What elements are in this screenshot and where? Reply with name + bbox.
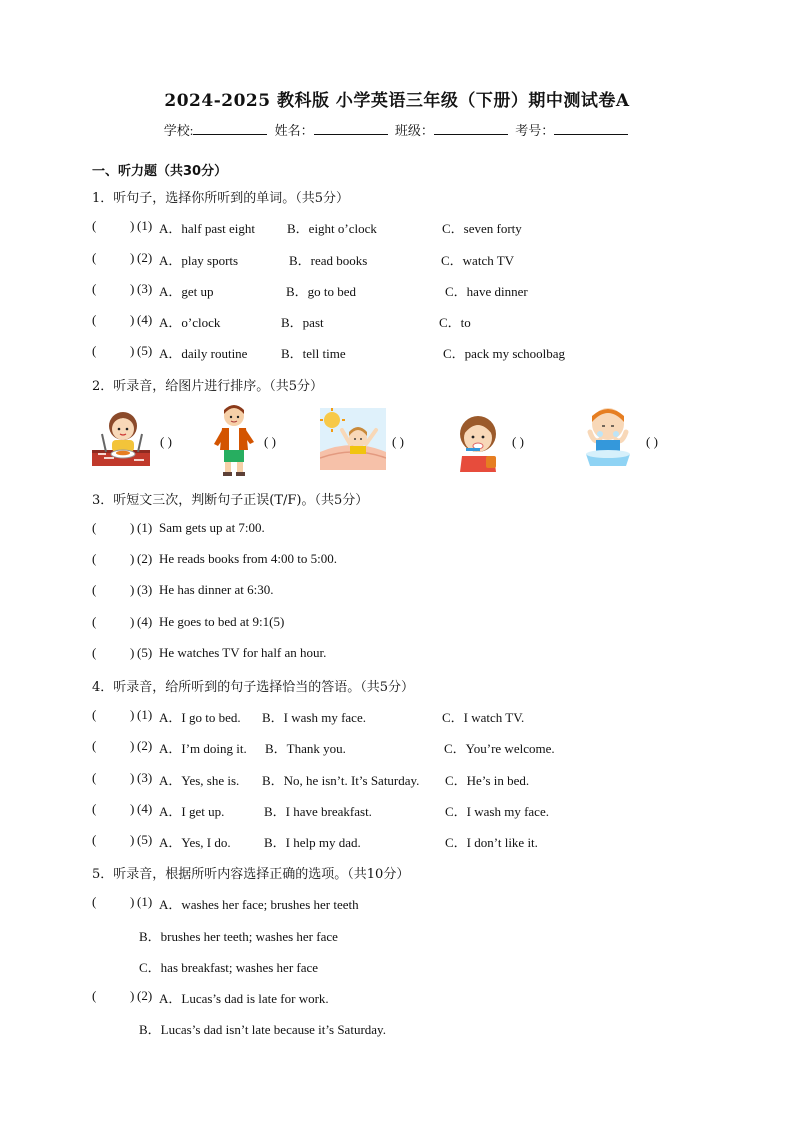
answer-paren-close: ) — [130, 707, 135, 722]
question-4-heading: 4．听录音，给所听到的句子选择恰当的答语。（共5分） — [92, 680, 415, 695]
q5-item-2 — [92, 988, 732, 1006]
option-b: B．I help my dad. — [264, 835, 361, 850]
name-label: 姓名： — [274, 123, 314, 138]
answer-paren-open[interactable]: ( — [92, 801, 97, 816]
option-c: C．I don’t like it. — [445, 835, 538, 850]
q3-item-5 — [92, 645, 732, 663]
answer-paren-open[interactable]: ( — [92, 250, 97, 265]
option-c: C．pack my schoolbag — [443, 346, 566, 361]
option-a: A．Lucas’s dad is late for work. — [159, 991, 329, 1006]
q4-item-5 — [92, 832, 732, 850]
statement-text: He watches TV for half an hour. — [159, 645, 327, 660]
answer-paren-close: ) — [130, 250, 135, 265]
answer-paren-open[interactable]: ( — [92, 582, 97, 597]
statement-text: He reads books from 4:00 to 5:00. — [159, 551, 338, 566]
page-title: 2024-2025 教科版 小学英语三年级（下册）期中测试卷A — [164, 91, 630, 111]
item-number: (4) — [137, 614, 153, 629]
answer-paren-close: ) — [130, 582, 135, 597]
q5-item-1-option-c: C．has breakfast; washes her face — [139, 960, 319, 975]
answer-paren[interactable]: ( ) — [646, 434, 658, 449]
question-1-heading: 1．听句子，选择你所听到的单词。（共5分） — [92, 191, 350, 206]
q3-item-2 — [92, 551, 732, 569]
answer-paren-open[interactable]: ( — [92, 894, 97, 909]
answer-paren-close: ) — [130, 520, 135, 535]
answer-paren-close: ) — [130, 801, 135, 816]
answer-paren-open[interactable]: ( — [92, 645, 97, 660]
item-number: (2) — [137, 738, 153, 753]
answer-paren-open[interactable]: ( — [92, 343, 97, 358]
answer-paren-open[interactable]: ( — [92, 770, 97, 785]
option-b: B．eight o’clock — [287, 221, 377, 236]
girl-waking-up-icon — [320, 408, 386, 470]
item-number: (5) — [137, 645, 153, 660]
statement-text: He has dinner at 6:30. — [159, 582, 274, 597]
q1-item-4 — [92, 312, 732, 330]
item-number: (2) — [137, 250, 153, 265]
question-3-heading: 3．听短文三次，判断句子正误(T/F)。（共5分） — [92, 493, 369, 508]
answer-paren-open[interactable]: ( — [92, 312, 97, 327]
answer-paren-close: ) — [130, 738, 135, 753]
answer-paren-close: ) — [130, 281, 135, 296]
option-b: B．past — [281, 315, 324, 330]
class-label: 班级： — [394, 123, 434, 138]
option-c: C．You’re welcome. — [444, 741, 555, 756]
q1-item-3 — [92, 281, 732, 299]
item-number: (3) — [137, 582, 153, 597]
q1-item-5 — [92, 343, 732, 361]
answer-paren-open[interactable]: ( — [92, 988, 97, 1003]
boy-washing-face-icon — [582, 404, 634, 472]
name-blank[interactable] — [314, 122, 388, 135]
answer-paren-open[interactable]: ( — [92, 520, 97, 535]
q5-item-2-option-b: B．Lucas’s dad isn’t late because it’s Saturday. — [139, 1022, 386, 1037]
q4-item-1 — [92, 707, 732, 725]
option-c: C．I wash my face. — [445, 804, 549, 819]
option-b: B．go to bed — [286, 284, 357, 299]
answer-paren-open[interactable]: ( — [92, 218, 97, 233]
answer-paren-open[interactable]: ( — [92, 614, 97, 629]
option-c: C．He’s in bed. — [445, 773, 530, 788]
option-c: C．watch TV — [441, 253, 515, 268]
option-b: B．read books — [289, 253, 368, 268]
section-listening-heading: 一、听力题（共30分） — [92, 164, 228, 179]
answer-paren-close: ) — [130, 551, 135, 566]
option-b: B．tell time — [281, 346, 346, 361]
q4-item-2 — [92, 738, 732, 756]
exam-no-label: 考号： — [515, 123, 555, 138]
option-c: C．to — [439, 315, 471, 330]
school-label: 学校: — [163, 123, 194, 138]
option-a: A．get up — [159, 284, 214, 299]
girl-brushing-teeth-icon — [454, 408, 502, 472]
answer-paren-close: ) — [130, 894, 135, 909]
option-a: A．I’m doing it. — [159, 741, 247, 756]
answer-paren-open[interactable]: ( — [92, 551, 97, 566]
option-b: B．No, he isn’t. It’s Saturday. — [262, 773, 420, 788]
option-a: A．half past eight — [159, 221, 256, 236]
option-a: A．Yes, I do. — [159, 835, 231, 850]
q1-item-2 — [92, 250, 732, 268]
item-number: (5) — [137, 832, 153, 847]
option-a: A．play sports — [159, 253, 239, 268]
q3-item-1 — [92, 520, 732, 538]
answer-paren-close: ) — [130, 218, 135, 233]
item-number: (4) — [137, 801, 153, 816]
option-a: A．daily routine — [159, 346, 248, 361]
statement-text: Sam gets up at 7:00. — [159, 520, 265, 535]
answer-paren-close: ) — [130, 312, 135, 327]
item-number: (5) — [137, 343, 153, 358]
student-info-line — [0, 120, 794, 139]
answer-paren-close: ) — [130, 645, 135, 660]
question-5-heading: 5．听录音，根据所听内容选择正确的选项。（共10分） — [92, 867, 410, 882]
item-number: (1) — [137, 520, 153, 535]
answer-paren-close: ) — [130, 343, 135, 358]
option-c: C．have dinner — [445, 284, 528, 299]
school-blank[interactable] — [193, 122, 267, 135]
answer-paren-open[interactable]: ( — [92, 281, 97, 296]
answer-paren-close: ) — [130, 770, 135, 785]
statement-text: He goes to bed at 9:1(5) — [159, 614, 285, 629]
item-number: (3) — [137, 281, 153, 296]
option-a: A．I go to bed. — [159, 710, 241, 725]
exam-no-blank[interactable] — [554, 122, 628, 135]
answer-paren[interactable]: ( ) — [392, 434, 404, 449]
answer-paren[interactable]: ( ) — [512, 434, 524, 449]
q1-item-1 — [92, 218, 732, 236]
q3-item-3 — [92, 582, 732, 600]
girl-eating-icon — [90, 404, 152, 470]
question-2-heading: 2．听录音，给图片进行排序。（共5分） — [92, 379, 324, 394]
option-c: C．I watch TV. — [442, 710, 525, 725]
answer-paren-open[interactable]: ( — [92, 707, 97, 722]
option-a: A．Yes, she is. — [159, 773, 240, 788]
q3-item-4 — [92, 614, 732, 632]
class-blank[interactable] — [434, 122, 508, 135]
item-number: (2) — [137, 988, 153, 1003]
answer-paren-open[interactable]: ( — [92, 738, 97, 753]
q4-item-3 — [92, 770, 732, 788]
q5-item-1 — [92, 894, 732, 912]
item-number: (1) — [137, 218, 153, 233]
item-number: (4) — [137, 312, 153, 327]
option-a: A．o’clock — [159, 315, 221, 330]
item-number: (2) — [137, 551, 153, 566]
answer-paren-close: ) — [130, 988, 135, 1003]
q5-item-1-option-b: B．brushes her teeth; washes her face — [139, 929, 338, 944]
answer-paren[interactable]: ( ) — [160, 434, 172, 449]
answer-paren[interactable]: ( ) — [264, 434, 276, 449]
boy-getting-dressed-icon — [212, 404, 258, 478]
item-number: (1) — [137, 707, 153, 722]
answer-paren-open[interactable]: ( — [92, 832, 97, 847]
q4-item-4 — [92, 801, 732, 819]
option-c: C．seven forty — [442, 221, 522, 236]
answer-paren-close: ) — [130, 832, 135, 847]
option-b: B．Thank you. — [265, 741, 346, 756]
option-b: B．I wash my face. — [262, 710, 366, 725]
answer-paren-close: ) — [130, 614, 135, 629]
item-number: (3) — [137, 770, 153, 785]
option-b: B．I have breakfast. — [264, 804, 372, 819]
item-number: (1) — [137, 894, 153, 909]
option-a: A．washes her face; brushes her teeth — [159, 897, 359, 912]
picture-sequence — [88, 404, 708, 478]
option-a: A．I get up. — [159, 804, 225, 819]
